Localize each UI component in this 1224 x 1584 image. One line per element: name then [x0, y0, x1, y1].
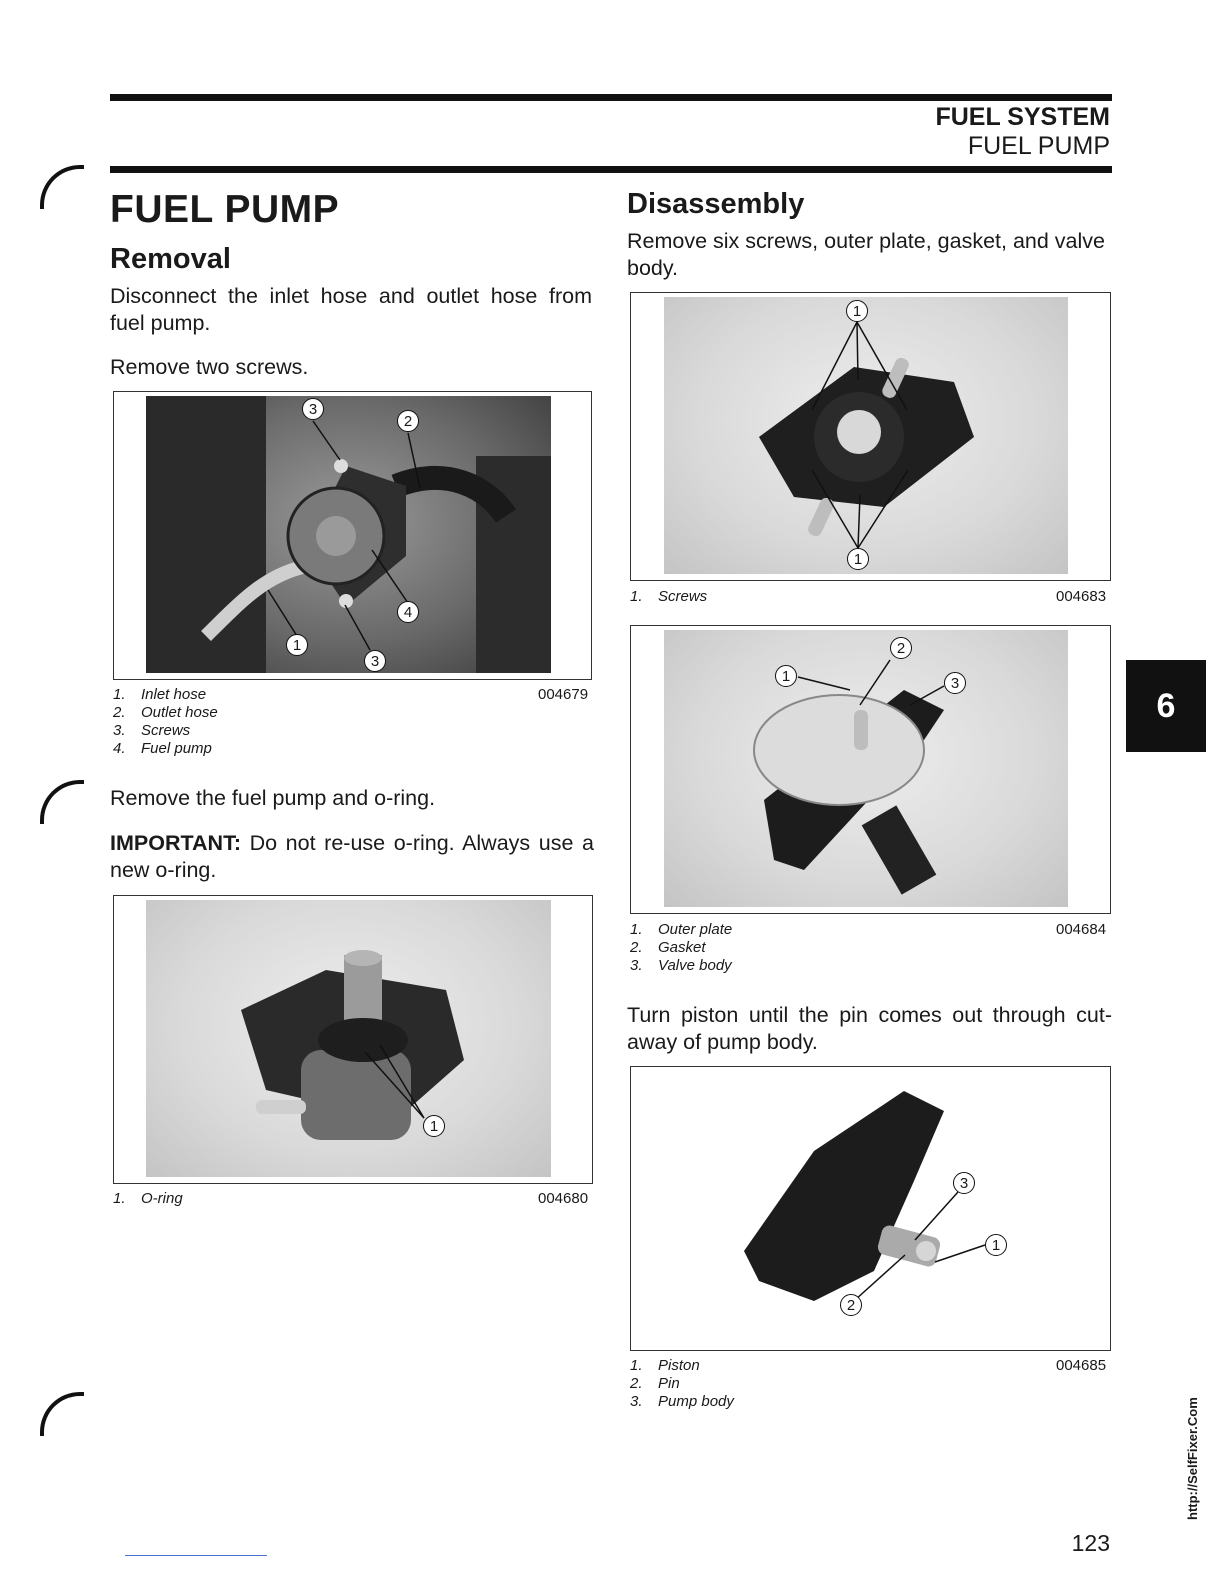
bottom-blue-line — [125, 1555, 267, 1556]
header-top-rule — [110, 94, 1112, 101]
caption-item: 2. Gasket — [630, 939, 706, 956]
binder-hole-mark — [40, 780, 84, 824]
figure-id: 004679 — [538, 686, 589, 703]
callout-3: 3 — [302, 398, 324, 420]
figure-id: 004685 — [1056, 1357, 1107, 1374]
caption-item: 3. Valve body — [630, 957, 732, 974]
side-watermark-url: http://SelfFixer.Com — [1185, 1397, 1200, 1520]
section-title: FUEL SYSTEM — [935, 103, 1110, 131]
binder-hole-mark — [40, 1392, 84, 1436]
photo-illustration — [146, 900, 551, 1177]
callout-3: 3 — [953, 1172, 975, 1194]
callout-1: 1 — [775, 665, 797, 687]
figure-caption-list — [630, 1357, 930, 1411]
subsection-title: FUEL PUMP — [967, 132, 1110, 160]
callout-2: 2 — [397, 410, 419, 432]
figure-caption-list — [113, 1190, 413, 1208]
caption-item: 1. Screws — [630, 588, 708, 605]
callout-1: 1 — [846, 300, 868, 322]
fuel-pump-oring-photo — [146, 900, 551, 1177]
piston-pin-photo — [664, 1071, 1068, 1344]
caption-item: 2. Outlet hose — [113, 704, 218, 721]
removal-step-3: Remove the fuel pump and o-ring. — [110, 786, 436, 810]
page-number: 123 — [1071, 1530, 1110, 1556]
caption-item: 2. Pin — [630, 1375, 680, 1392]
callout-2: 2 — [840, 1294, 862, 1316]
disassembly-heading: Disassembly — [627, 188, 805, 220]
disassembly-step-1: Remove six screws, outer plate, gasket, and valve body. — [627, 229, 1105, 280]
outer-plate-gasket-photo — [664, 630, 1068, 907]
page-heading: FUEL PUMP — [110, 188, 340, 231]
important-note — [110, 830, 594, 884]
photo-illustration — [664, 630, 1068, 907]
callout-1: 1 — [423, 1115, 445, 1137]
removal-step-2: Remove two screws. — [110, 355, 309, 379]
figure-caption-list — [630, 588, 930, 606]
section-tab-number: 6 — [1156, 687, 1176, 725]
removal-heading: Removal — [110, 243, 231, 275]
caption-item: 3. Pump body — [630, 1393, 734, 1410]
photo-illustration — [146, 396, 551, 673]
caption-item: 1. O-ring — [113, 1190, 183, 1207]
callout-1: 1 — [286, 634, 308, 656]
header-bottom-rule — [110, 166, 1112, 173]
photo-illustration — [664, 297, 1068, 574]
figure-id: 004680 — [538, 1190, 589, 1207]
callout-2: 2 — [890, 637, 912, 659]
important-label: IMPORTANT: — [110, 831, 241, 855]
binder-hole-mark — [40, 165, 84, 209]
caption-item: 1. Piston — [630, 1357, 700, 1374]
figure-caption-list — [113, 686, 413, 758]
callout-3: 3 — [944, 672, 966, 694]
pump-screws-photo — [664, 297, 1068, 574]
important-text: Do not re-use o-ring. Always use a new o-ring. — [110, 831, 594, 882]
caption-item: 3. Screws — [113, 722, 191, 739]
section-tab — [1126, 660, 1206, 752]
photo-illustration — [664, 1071, 1068, 1344]
disassembly-step-2: Turn piston until the pin comes out through cut-away of pump body. — [627, 1003, 1112, 1054]
figure-caption-list — [630, 921, 930, 975]
fuel-pump-installed-photo — [146, 396, 551, 673]
figure-id: 004683 — [1056, 588, 1107, 605]
callout-3: 3 — [364, 650, 386, 672]
caption-item: 1. Inlet hose — [113, 686, 207, 703]
caption-item: 4. Fuel pump — [113, 740, 212, 757]
removal-step-1: Disconnect the inlet hose and outlet hose from fuel pump. — [110, 284, 592, 335]
figure-id: 004684 — [1056, 921, 1107, 938]
callout-4: 4 — [397, 601, 419, 623]
callout-1: 1 — [985, 1234, 1007, 1256]
caption-item: 1. Outer plate — [630, 921, 733, 938]
callout-1: 1 — [847, 548, 869, 570]
